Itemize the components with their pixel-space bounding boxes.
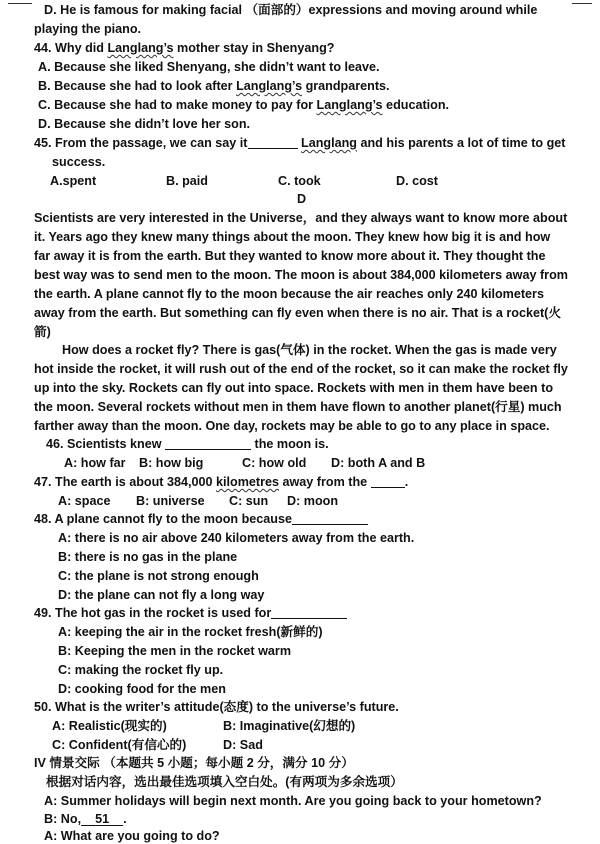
q48-option-c: C: the plane is not strong enough [58,569,259,583]
q45-name: Langlang [301,136,357,150]
dialogue-line-a2: A: What are you going to do? [44,829,220,843]
q44-option-b-post: grandparents. [302,79,390,93]
passage-line: away from the earth. But something can fly even when there is no air. That is a rocket(火 [34,306,561,320]
q45-option-a: A.spent [50,174,97,188]
passage-line: hot inside the rocket, it will rush out of the end of the rocket, so it can make the rocket fly [34,362,568,376]
q43-option-d: D. He is famous for making facial （面部的）expressions and moving around while [44,3,538,17]
q45-stem-cont: success. [52,155,106,169]
q44-option-b-pre: B. Because she had to look after [38,79,237,93]
q47-stem-post: away from the [279,475,368,489]
q50-option-a: A: Realistic(现实的) [52,719,167,733]
q47-option-c: C: sun [229,494,269,508]
q44-stem-post: mother stay in Shenyang? [173,41,335,55]
q43-option-d-cont: playing the piano. [34,22,142,36]
q48-answer-blank[interactable] [292,512,368,525]
q48-stem [34,511,368,527]
q49-answer-blank[interactable] [271,606,347,619]
q44-option-c-name: Langlang’s [316,98,383,112]
passage-line: it. Years ago they knew many things about the moon. They knew how big it is and how [34,230,551,244]
passage-line: How does a rocket fly? There is gas(气体) in the rocket. When the gas is made very [62,343,557,357]
q46-stem-post: the moon is. [251,437,329,451]
q44-option-b-name: Langlang’s [236,79,303,93]
q44-name: Langlang’s [107,41,174,55]
q46-answer-blank[interactable] [165,437,251,450]
q50-option-c: C: Confident(有信心的) [52,738,187,752]
q44-stem-pre: 44. Why did [34,41,108,55]
q48-option-d: D: the plane can not fly a long way [58,588,265,602]
q49-stem-text: 49. The hot gas in the rocket is used for [34,606,272,620]
passage-line: the earth. A plane cannot fly to the moon because the air reaches only 240 kilometers [34,287,544,301]
dialogue-line-a1: A: Summer holidays will begin next month. Are you going back to your hometown? [44,794,542,808]
top-rule-left [8,3,32,4]
q45-option-d: D. cost [396,174,438,188]
passage-line: far away it is from the earth. But they wanted to know more about it. They thought the [34,249,546,263]
q51-number: 51 [95,812,110,826]
q46-option-b: B: how big [139,456,204,470]
q50-option-b: B: Imaginative(幻想的) [223,719,356,733]
q44-option-b [38,78,390,94]
q49-option-b: B: Keeping the men in the rocket warm [58,644,292,658]
q46-stem [46,436,329,452]
passage-line: the moon. Several rockets without men in them have flown to another planet(行星) much [34,400,562,414]
passage-line: best way was to send men to the moon. The moon is about 384,000 kilometers away from [34,268,568,282]
q45-option-b: B. paid [166,174,208,188]
q46-option-c: C: how old [242,456,307,470]
q49-option-c: C: making the rocket fly up. [58,663,224,677]
passage-heading: D [297,192,307,206]
q45-stem-pre: 45. From the passage, we can say it [34,136,248,150]
dialogue-line-b1-end: . [123,812,127,826]
q51-answer-blank[interactable] [81,812,123,826]
q44-stem [34,40,334,56]
q48-option-a: A: there is no air above 240 kilometers away from the earth. [58,531,415,545]
q44-option-a: A. Because she liked Shenyang, she didn’t want to leave. [38,60,380,74]
q47-option-d: D: moon [287,494,339,508]
q46-option-d: D: both A and B [331,456,426,470]
q47-option-a: A: space [58,494,111,508]
q45-stem [34,135,566,151]
top-rule-right [572,3,592,4]
q46-option-a: A: how far [64,456,126,470]
q50-stem: 50. What is the writer’s attitude(态度) to the universe’s future. [34,700,399,714]
q44-option-d: D. Because she didn’t love her son. [38,117,251,131]
q45-option-c: C. took [278,174,321,188]
q47-end: . [404,475,409,489]
passage-line: up into the sky. Rockets can fly out into space. Rockets with men in them have been to [34,381,554,395]
q44-option-c [38,97,449,113]
q45-answer-blank[interactable] [248,136,298,149]
q47-word: kilometres [216,475,279,489]
q49-stem [34,605,347,621]
passage-line: farther away than the moon. One day, rockets may be able to go to any place in space. [34,419,550,433]
q50-option-d: D: Sad [223,738,263,752]
section4-title: IV 情景交际 （本题共 5 小题；每小题 2 分，满分 10 分） [34,756,354,770]
q45-stem-post: and his parents a lot of time to get [356,136,566,150]
q49-option-d: D: cooking food for the men [58,682,226,696]
passage-line: Scientists are very interested in the Universe，and they always want to know more about [34,211,568,225]
dialogue-line-b1-pre: B: No, [44,812,82,826]
section4-instruction: 根据对话内容，选出最佳选项填入空白处。(有两项为多余选项） [46,775,403,789]
q48-stem-text: 48. A plane cannot fly to the moon because [34,512,292,526]
q46-stem-pre: 46. Scientists knew [46,437,162,451]
q47-stem-pre: 47. The earth is about 384,000 [34,475,216,489]
q47-option-b: B: universe [136,494,205,508]
q44-option-c-pre: C. Because she had to make money to pay for [38,98,317,112]
passage-line: 箭) [34,325,51,339]
dialogue-line-b1 [44,811,127,827]
q47-stem [34,474,408,490]
q49-option-a: A: keeping the air in the rocket fresh(新鲜的) [58,625,323,639]
q48-option-b: B: there is no gas in the plane [58,550,238,564]
q44-option-c-post: education. [382,98,450,112]
q47-answer-blank[interactable] [371,475,405,488]
